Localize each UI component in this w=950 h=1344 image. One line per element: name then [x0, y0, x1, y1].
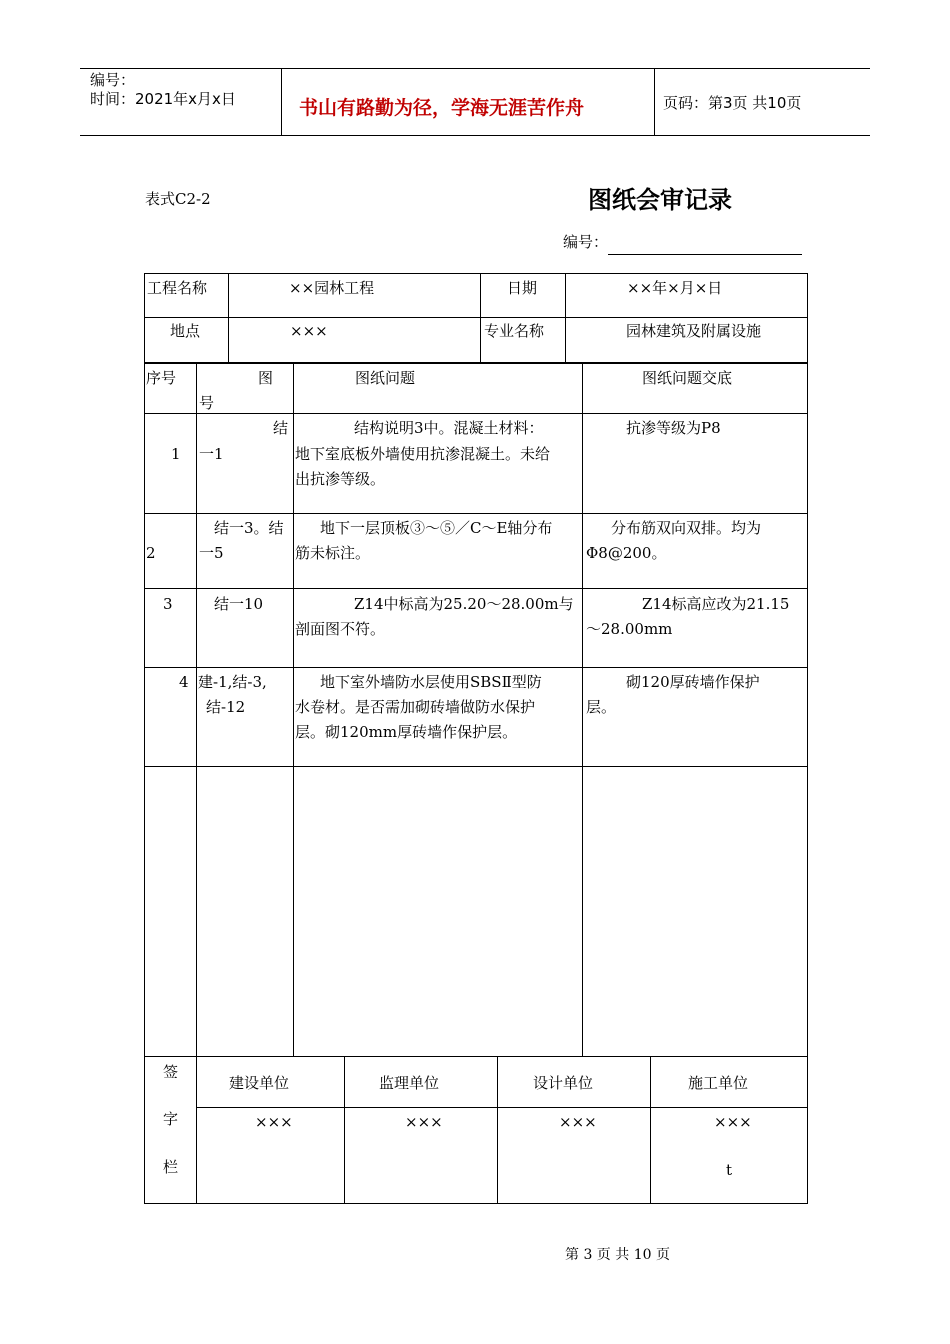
sign-stray-mark: t	[726, 1161, 733, 1179]
row-line-3	[144, 667, 808, 668]
project-name-label: 工程名称	[147, 279, 208, 297]
header-answer: 图纸问题交底	[642, 369, 733, 387]
row3-seq: 3	[163, 595, 173, 613]
row4-answer-line2: 层。	[586, 698, 617, 716]
row2-drawing-line1: 结一3。结	[214, 519, 284, 537]
specialty-label: 专业名称	[484, 322, 545, 340]
row2-answer-line1: 分布筋双向双排。均为	[611, 519, 762, 537]
sign-value-supervision: ×××	[405, 1113, 443, 1131]
header-problem: 图纸问题	[355, 369, 416, 387]
row4-problem-line3: 层。砌120mm厚砖墙作保护层。	[295, 723, 518, 741]
sign-unit-construction: 建设单位	[229, 1074, 290, 1092]
header-drawing-top: 图	[258, 369, 274, 387]
header-divider-right	[654, 68, 655, 136]
footer-page-number: 第 3 页 共 10 页	[565, 1247, 670, 1263]
row1-problem-line2: 地下室底板外墙使用抗渗混凝土。未给	[295, 445, 551, 463]
info-col-divider-1	[228, 273, 229, 363]
sign-col-line-3	[650, 1056, 651, 1204]
row-line-sign-mid	[196, 1107, 808, 1108]
signature-label-3: 栏	[163, 1158, 179, 1176]
form-number-blank	[608, 236, 802, 255]
row-line-2	[144, 588, 808, 589]
info-col-divider-3	[565, 273, 566, 363]
location-label: 地点	[170, 322, 201, 340]
row2-seq: 2	[146, 544, 156, 562]
form-number	[563, 230, 802, 255]
row3-drawing-line1: 结一10	[214, 595, 264, 613]
header-time: 时间：2021年x月x日	[90, 90, 236, 108]
row2-problem-line1: 地下一层顶板③～⑤／C～E轴分布	[320, 519, 553, 537]
row2-problem-line2: 筋未标注。	[295, 544, 371, 562]
row4-problem-line1: 地下室外墙防水层使用SBSⅡ型防	[320, 673, 542, 691]
row4-drawing-line1: 建-1,结-3,	[198, 673, 267, 691]
form-number-label: 编号：	[563, 233, 609, 251]
row4-seq: 4	[179, 673, 189, 691]
page-title: 图纸会审记录	[588, 186, 732, 214]
header-seq: 序号	[146, 369, 177, 387]
row1-seq: 1	[171, 445, 181, 463]
row-line-header	[144, 413, 808, 414]
row2-drawing-line2: 一5	[199, 544, 224, 562]
row3-answer-line1: Z14标高应改为21.15	[642, 595, 790, 613]
row4-answer-line1: 砌120厚砖墙作保护	[626, 673, 760, 691]
header-top-rule	[80, 68, 870, 69]
row3-problem-line1: Z14中标高为25.20～28.00m与	[354, 595, 574, 613]
location-value: ×××	[290, 322, 328, 340]
row1-drawing-line2: 一1	[199, 445, 224, 463]
sign-unit-contractor: 施工单位	[688, 1074, 749, 1092]
info-row-divider	[144, 317, 808, 318]
row1-problem-line3: 出抗渗等级。	[295, 470, 386, 488]
header-drawing-bottom: 号	[199, 394, 215, 412]
row3-answer-line2: ～28.00mm	[586, 620, 673, 638]
form-code: 表式C2-2	[145, 190, 211, 208]
project-name-value: ××园林工程	[289, 279, 375, 297]
header-code-label: 编号：	[90, 71, 136, 89]
sign-unit-design: 设计单位	[533, 1074, 594, 1092]
sign-value-design: ×××	[559, 1113, 597, 1131]
row1-answer-line1: 抗渗等级为P8	[626, 419, 721, 437]
sign-unit-supervision: 监理单位	[379, 1074, 440, 1092]
sign-value-contractor: ×××	[714, 1113, 752, 1131]
sign-col-line-2	[497, 1056, 498, 1204]
sign-value-construction: ×××	[255, 1113, 293, 1131]
info-col-divider-2	[480, 273, 481, 363]
row1-problem-line1: 结构说明3中。混凝土材料：	[354, 419, 544, 437]
row-line-1	[144, 513, 808, 514]
header-page-indicator: 页码：第3页 共10页	[663, 94, 802, 112]
row4-problem-line2: 水卷材。是否需加砌砖墙做防水保护	[295, 698, 536, 716]
row4-drawing-line2: 结-12	[206, 698, 246, 716]
signature-label-2: 字	[163, 1110, 179, 1128]
row3-problem-line2: 剖面图不符。	[295, 620, 386, 638]
sign-col-line-1	[344, 1056, 345, 1204]
signature-label-1: 签	[163, 1063, 179, 1081]
header-bottom-rule	[80, 135, 870, 136]
row-line-sign-top	[144, 1056, 808, 1057]
col-line-drawing	[293, 363, 294, 1057]
row-line-4	[144, 766, 808, 767]
header-motto: 书山有路勤为径，学海无涯苦作舟	[299, 97, 585, 119]
date-value: ××年×月×日	[627, 279, 723, 297]
date-label: 日期	[507, 279, 538, 297]
col-line-problem	[582, 363, 583, 1057]
row1-drawing-line1: 结	[273, 419, 289, 437]
col-line-seq	[196, 363, 197, 1204]
row2-answer-line2: Φ8@200。	[586, 544, 667, 562]
header-divider-left	[281, 68, 282, 136]
specialty-value: 园林建筑及附属设施	[626, 322, 762, 340]
